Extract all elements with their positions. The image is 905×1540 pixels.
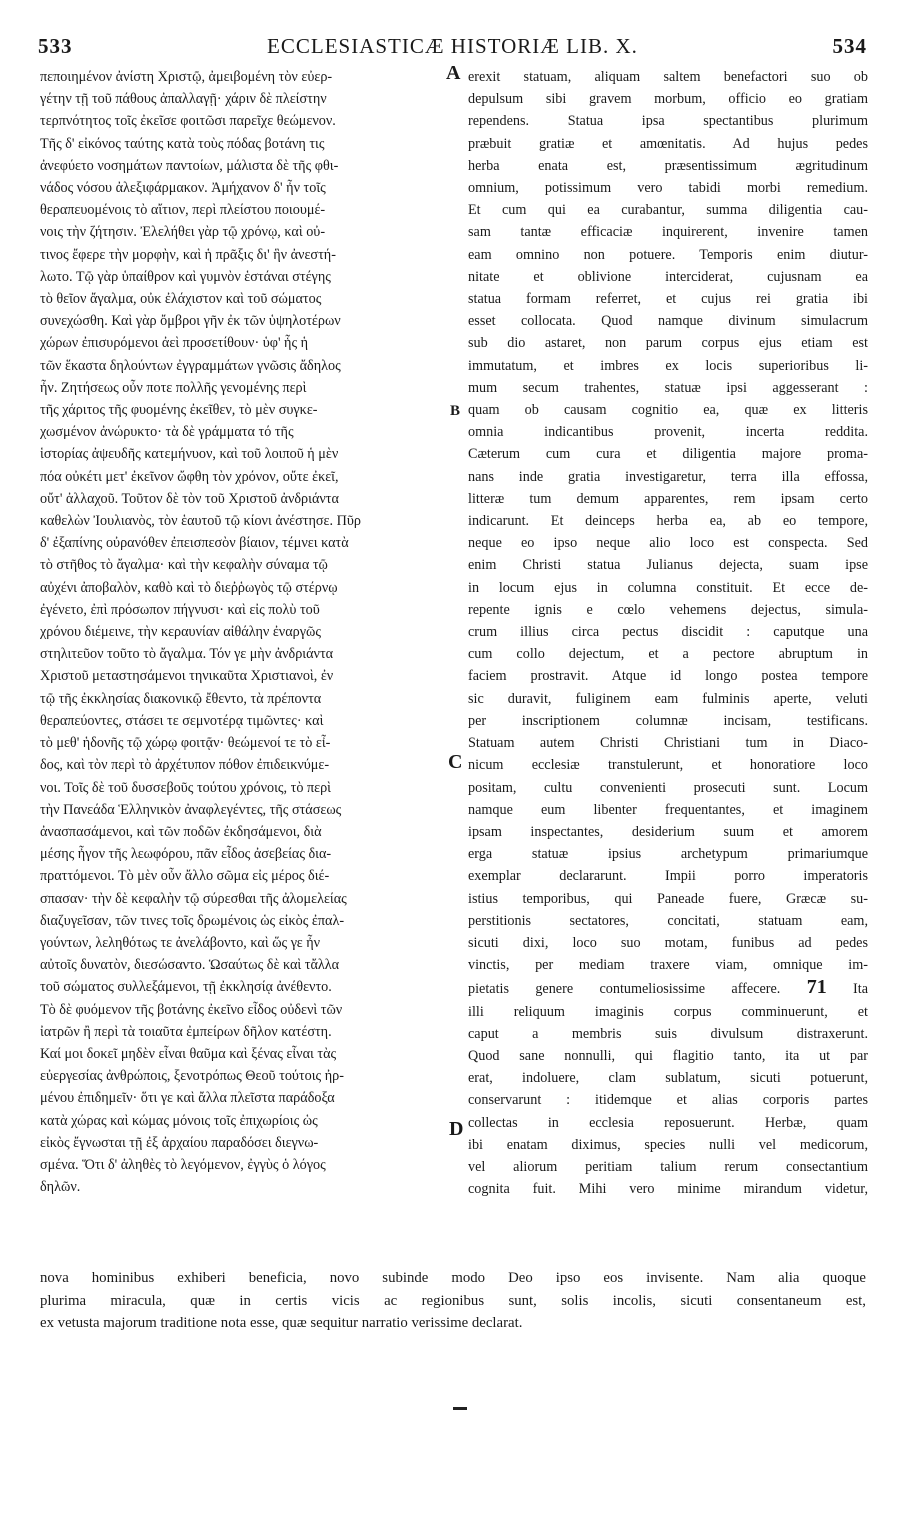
latin-text-line: statua formam referret, et cujus rei gratia ibi [468, 291, 868, 308]
greek-text-line: εὐεργεσίας ἀνθρώποις, ξενοτρόπως Θεοῦ τούτοις ἠρ- [40, 1068, 344, 1085]
greek-text-line: χώρων ἐπισυρόμενοι ἀεὶ προσετίθουν· ὑφ' ἧς ἡ [40, 335, 309, 352]
greek-text-line: τοῦ σώματος συλλεξάμενοι, τῇ ἐκκλησίᾳ ἀνέθεντο. [40, 979, 332, 996]
greek-text-line: τῶν ἕκαστα δηλούντων ἐγγραμμάτων γνῶσις ἄδηλος [40, 357, 341, 374]
latin-text-line: rependens. Statua ipsa spectantibus plurimum [468, 113, 868, 130]
greek-text-line: μένου ἐπιδημεῖν· ὅτι γε καὶ ἄλλα πλεῖστα παράδοξα [40, 1090, 335, 1107]
greek-text-line: στηλιτεῦον τοῦτο τὸ ἄγαλμα. Τόν γε μὴν ἀνδριάντα [40, 646, 334, 663]
greek-text-line: ἐγένετο, ἐπὶ πρόσωπον πήγνυσι· καὶ εἰς πολὺ τοῦ [40, 601, 320, 618]
greek-text-line: σμένα. Ὅτι δ' ἀληθὲς τὸ λεγόμενον, ἐγγὺς ὁ λόγος [40, 1156, 326, 1173]
latin-text-line: collectas in ecclesia reposuerunt. Herbæ, quam [468, 1114, 868, 1131]
latin-text-line: sicuti dixi, loco suo motam, funibus ad pedes [468, 934, 868, 951]
greek-text-line: τὸ μεθ' ἡδονῆς τῷ χώρῳ φοιτᾷν· θεώμενοί τε τὸ εἶ- [40, 735, 331, 752]
section-number: 71 [806, 976, 827, 999]
latin-text-line: depulsum sibi gravem morbum, officio eo gratiam [468, 91, 868, 108]
latin-text-line: neque eo ipso neque alio loco est conspecta. Sed [468, 535, 868, 552]
latin-text-line: sam tantæ efficaciæ inquirerent, invenire tamen [468, 224, 868, 241]
greek-text-line: θεραπευομένοις τὸ αἴτιον, περὶ πλείστου ποιουμέ- [40, 202, 326, 219]
latin-text-line: nitate et oblivione interciderat, cujusnam ea [468, 268, 868, 285]
latin-text-line: illi reliquum imaginis corpus comminuerunt, et [468, 1003, 868, 1020]
latin-text-line: ipsam inspectantes, desiderium suum et amorem [468, 823, 868, 840]
latin-text-line: pietatis genere contumeliosissime affecere. 71 Ita [468, 976, 868, 999]
latin-text-line: nicum ecclesiæ transtulerunt, et honoratiore loco [468, 757, 868, 774]
latin-text-line: enim Christi statua Julianus dejecta, suam ipse [468, 557, 868, 574]
greek-text-line: πραττόμενοι. Τὸ μὲν οὖν ἄλλο σῶμα εἰς μέρος διέ- [40, 868, 330, 885]
greek-text-line: δ' ἐξαπίνης οὐρανόθεν ἐπεισπεσὸν βίαιον, τέμνει κατὰ [40, 535, 349, 552]
greek-text-line: καθελὼν Ἰουλιανὸς, τὸν ἑαυτοῦ τῷ κίονι ἀνέστησε. Πῦρ [40, 513, 361, 530]
greek-text-line: πόα οὐκέτι μετ' ἐκεῖνον ὤφθη τὸν χρόνον, οὔτε ἐκεῖ, [40, 468, 339, 485]
latin-text-line: indicarunt. Et deinceps herba ea, ab eo tempore, [468, 513, 868, 530]
greek-text-line: αὐτοῖς δυνατὸν, διεσώσαντο. Ὡσαύτως δὲ καὶ τἄλλα [40, 957, 340, 974]
margin-letter-a: A [446, 62, 461, 84]
latin-text-line: quam ob causam cognitio ea, quæ ex litteris [468, 402, 868, 419]
greek-text-line: διαζυγεῖσαν, τῶν τινες τοῖς δρωμένοις ὡς εἰκὸς ἐπαλ- [40, 912, 345, 929]
greek-text-line: νάδος νόσου ἀλεξιφάρμακον. Ἀμήχανον δ' ἦν τοῖς [40, 180, 326, 197]
greek-text-line: τὴν Πανεάδα Ἑλληνικὸν ἀναφλεγέντες, τῆς στάσεως [40, 801, 342, 818]
latin-text-line: namque eum libenter frequentantes, et imaginem [468, 801, 868, 818]
greek-text-line: Χριστοῦ μεταστησάμενοι τηνικαῦτα Χριστιανοὶ, ἐν [40, 668, 334, 685]
latin-text-line: nans inde gratia investigaretur, terra illa effossa, [468, 468, 868, 485]
latin-text-line: ex vetusta majorum traditione nota esse, quæ sequitur narratio verissime declarat. [40, 1315, 523, 1331]
full-width-latin-continuation [40, 1267, 866, 1335]
margin-letter-b: B [450, 403, 461, 419]
latin-text-line: Et cum qui ea curabantur, summa diligentia cau- [468, 202, 868, 219]
greek-text-line: τὸ στῆθος τὸ ἄγαλμα· καὶ τὴν κεφαλὴν σύναμα τῷ [40, 557, 328, 574]
latin-text-line: Quod sane nonnulli, qui flagitio tanto, ita ut par [468, 1047, 868, 1064]
latin-text-line: sic duravit, fuliginem eam fulminis aperte, veluti [468, 690, 868, 707]
margin-letter-d: D [449, 1118, 464, 1140]
greek-text-line: δος, καὶ τὸν περὶ τὸ ἀρχέτυπον πόθον ἐπιδεικνύμε- [40, 757, 330, 774]
greek-text-line: νοις τὴν ζήτησιν. Ἐλελήθει γὰρ τῷ χρόνῳ, καὶ οὐ- [40, 224, 326, 241]
greek-text-line: ἀνεφύετο νοσημάτων παντοίων, μάλιστα δὲ τῆς φθι- [40, 157, 339, 174]
greek-text-line: ἀνασπασάμενοι, καὶ τῶν ποδῶν ἐκδησάμενοι, διὰ [40, 823, 322, 840]
greek-text-line: ἰατρῶν ἢ περὶ τὰ τοιαῦτα ἐμπείρων δῆλον κατέστη. [40, 1023, 332, 1040]
latin-text-column [468, 66, 868, 1200]
page-end-dash [453, 1407, 467, 1410]
latin-text-line: erat, indoluere, clam sublatum, sicuti potuerunt, [468, 1070, 868, 1087]
latin-text-line: perstitionis sectatores, concitati, statuam eam, [468, 912, 868, 929]
greek-text-line: τινος ἔφερε τὴν μορφὴν, καὶ ἡ πρᾶξις δι' ἣν ἀνεστή- [40, 246, 336, 263]
greek-text-line: χωσμένον ἀνώρυκτο· τὰ δὲ γράμματα τό τῆς [40, 424, 294, 441]
greek-text-line: Τὸ δὲ φυόμενον τῆς βοτάνης ἐκεῖνο εἶδος οὐδενὶ τῶν [40, 1001, 343, 1018]
latin-text-line: per inscriptionem columnæ incisam, testificans. [468, 712, 868, 729]
latin-text-line: Cæterum cum cura et diligentia majore proma- [468, 446, 868, 463]
latin-text-line: repente ignis e cœlo vehemens dejectus, simula- [468, 601, 868, 618]
greek-text-line: αὐχένι ἀποβαλὸν, καθὸ καὶ τὸ διεῤῥωγὸς τῷ στέρνῳ [40, 579, 338, 596]
greek-text-line: Καί μοι δοκεῖ μηδὲν εἶναι θαῦμα καὶ ξένας εἶναι τὰς [40, 1045, 337, 1062]
greek-text-line: ἱστορίας ἀψευδῆς κατεμήνυον, καὶ τοῦ λοιποῦ ἡ μὲν [40, 446, 339, 463]
latin-text-line: nova hominibus exhiberi beneficia, novo subinde modo Deo ipso eos invisente. Nam alia quoque [40, 1270, 866, 1286]
running-title: ECCLESIASTICÆ HISTORIÆ LIB. X. [267, 34, 638, 58]
greek-text-line: ἦν. Ζητήσεως οὖν ποτε πολλῆς γενομένης περὶ [40, 379, 307, 396]
greek-text-line: γούντων, λεληθότως τε ἀνελάβοντο, καὶ ὥς γε ἦν [40, 934, 321, 951]
latin-text-line: mum secum trahentes, statuæ ipsi aggesserant : [468, 379, 868, 396]
latin-text-line: immutatum, et imbres ex locis superioribus li- [468, 357, 868, 374]
latin-text-line: crum illius circa pectus discidit : caputque una [468, 624, 868, 641]
latin-text-line: in locum ejus in columna constituit. Et ecce de- [468, 579, 868, 596]
latin-text-line: exemplar declararunt. Impii porro imperatoris [468, 868, 868, 885]
greek-text-line: μέσης ἦγον τῆς λεωφόρου, πᾶν εἶδος ἀσεβείας δια- [40, 846, 332, 863]
greek-text-line: χρόνου διέμεινε, τὴν κεραυνίαν αἰθάλην ἐναργῶς [40, 624, 321, 641]
page-number-left: 533 [38, 34, 73, 58]
latin-text-line: plurima miracula, quæ in certis vicis ac regionibus sunt, solis incolis, sicuti consentaneum est, [40, 1292, 866, 1309]
latin-text-line: cum collo dejectum, et a pectore abruptum in [468, 646, 868, 663]
latin-text-line: vel aliorum peritiam talium rerum consectantium [468, 1158, 868, 1175]
latin-text-line: omnium, potissimum vero tabidi morbi remedium. [468, 180, 868, 197]
margin-letter-c: C [448, 751, 463, 773]
latin-text-line: faciem prostravit. Atque id longo postea tempore [468, 668, 868, 685]
latin-text-line: vinctis, per mediam traxere viam, omnique im- [468, 957, 868, 974]
greek-text-line: πεποιημένον ἀνίστη Χριστῷ, ἀμειβομένη τὸν εὐερ- [40, 69, 333, 85]
latin-text-line: istius temporibus, qui Paneade fuere, Græcæ su- [468, 890, 868, 907]
latin-text-line: erga statuæ ipsius archetypum primariumque [468, 846, 868, 863]
greek-text-line: τῷ τῆς ἐκκλησίας διακονικῷ ἔθεντο, τὰ πρέποντα [40, 690, 322, 707]
latin-text-line: caput a membris suis divulsum distraxerunt. [468, 1025, 868, 1042]
greek-text-line: νοι. Τοῖς δὲ τοῦ δυσσεβοῦς τούτου χρόνοις, τὸ περὶ [40, 779, 332, 796]
latin-text-line: erexit statuam, aliquam saltem benefactori suo ob [468, 69, 868, 85]
latin-text-line: ibi enatam diximus, species nulli vel medicorum, [468, 1136, 868, 1153]
greek-text-line: θεραπεύοντες, στάσει τε σεμνοτέρᾳ τιμῶντες· καὶ [40, 712, 324, 729]
latin-text-line: cognita fuit. Mihi vero minime mirandum videtur, [468, 1181, 868, 1198]
greek-text-line: οὔτ' ἀλλαχοῦ. Τοῦτον δὲ τὸν τοῦ Χριστοῦ ἀνδριάντα [40, 490, 339, 507]
greek-text-line: τῆς χάριτος τῆς φυομένης ἐκεῖθεν, τὸ μὲν συγκε- [40, 402, 318, 419]
greek-text-line: τερπνότητος τοῖς ἐκεῖσε φοιτῶσι παρεῖχε θεώμενον. [40, 113, 336, 130]
page-header [38, 34, 867, 62]
greek-text-line: λωτο. Τῷ γὰρ ὑπαίθρον καὶ γυμνὸν ἑστάναι στέγης [40, 268, 331, 285]
latin-text-line: esset collocata. Quod namque divinum simulacrum [468, 313, 868, 330]
greek-text-line: δηλῶν. [40, 1179, 81, 1196]
latin-text-line: sub dio astaret, non parum corpus ejus etiam est [468, 335, 868, 352]
greek-text-line: τὸ θεῖον ἄγαλμα, οὐκ ἐλάχιστον καὶ τοῦ σώματος [40, 291, 322, 308]
latin-text-line: præbuit gratiæ et amœnitatis. Ad hujus pedes [468, 135, 868, 152]
latin-text-line: litteræ tum demum apparentes, rem ipsam certo [468, 490, 868, 507]
page-number-right: 534 [832, 34, 867, 58]
latin-text-line: herba enata est, præsentissimum ægritudinum [468, 157, 868, 174]
latin-text-line: omnia indicantibus provenit, incerta reddita. [468, 424, 868, 441]
greek-text-line: κατὰ χώρας καὶ κώμας μόνοις τοῖς ἐπιχωρίοις ὡς [40, 1112, 318, 1129]
latin-text-line: positam, cultu convenienti prosecuti sunt. Locum [468, 779, 868, 796]
greek-text-line: γέτην τῇ τοῦ πάθους ἀπαλλαγῇ· χάριν δὲ πλείστην [40, 91, 327, 108]
latin-text-line: Statuam autem Christi Christiani tum in Diaco- [468, 735, 868, 752]
greek-text-line: συνεχώσθη. Καὶ γὰρ ὄμβροι γῆν ἐκ τῶν ὑψηλοτέρων [40, 313, 341, 330]
latin-text-line: conservarunt : itidemque et alias corporis partes [468, 1092, 868, 1109]
greek-text-line: Τῆς δ' εἰκόνος ταύτης κατὰ τοὺς πόδας βοτάνη τις [40, 135, 325, 152]
greek-text-line: σπασαν· τὴν δὲ κεφαλὴν τῷ σύρεσθαι τῆς ἀλομελείας [40, 890, 347, 907]
greek-text-line: εἰκὸς ἔγνωσται τῇ ἐξ ἀρχαίου παραδόσει διεγνω- [40, 1134, 319, 1151]
latin-text-line: eam omnino non potuere. Temporis enim diutur- [468, 246, 868, 263]
greek-text-column [40, 66, 463, 1198]
